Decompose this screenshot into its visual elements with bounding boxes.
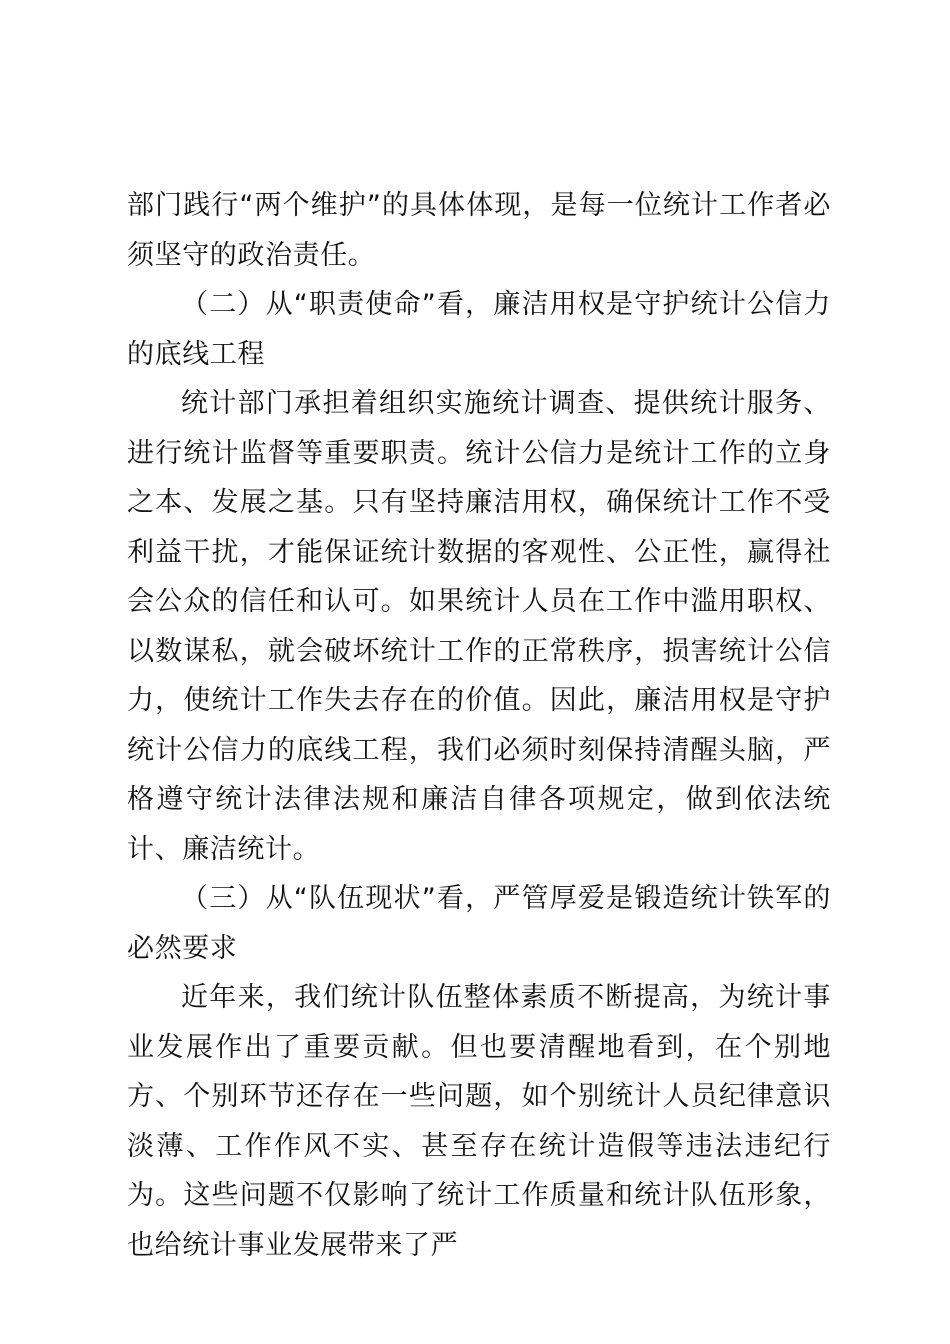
section-heading-three: （三）从“队伍现状”看，严管厚爱是锻造统计铁军的必然要求	[127, 883, 831, 964]
document-body	[127, 181, 831, 1270]
paragraph-duty-mission: 统计部门承担着组织实施统计调查、提供统计服务、进行统计监督等重要职责。统计公信力是统计工作的立身之本、发展之基。只有坚持廉洁用权，确保统计工作不受利益干扰，才能保证统计数据的客观性、公正性，赢得社会公众的信任和认可。如果统计人员在工作中滥用职权、以数谋私，就会破坏统计工作的正常秩序，损害统计公信力，使统计工作失去存在的价值。因此，廉洁用权是守护统计公信力的底线工程，我们必须时刻保持清醒头脑，严格遵守统计法律法规和廉洁自律各项规定，做到依法统计、廉洁统计。	[127, 388, 831, 865]
paragraph-team-status: 近年来，我们统计队伍整体素质不断提高，为统计事业发展作出了重要贡献。但也要清醒地看到，在个别地方、个别环节还存在一些问题，如个别统计人员纪律意识淡薄、工作作风不实、甚至存在统计造假等违法违纪行为。这些问题不仅影响了统计工作质量和统计队伍形象，也给统计事业发展带来了严	[127, 982, 831, 1261]
paragraph-continued: 部门践行“两个维护”的具体体现，是每一位统计工作者必须坚守的政治责任。	[127, 190, 831, 271]
section-heading-two: （二）从“职责使命”看，廉洁用权是守护统计公信力的底线工程	[127, 289, 831, 370]
